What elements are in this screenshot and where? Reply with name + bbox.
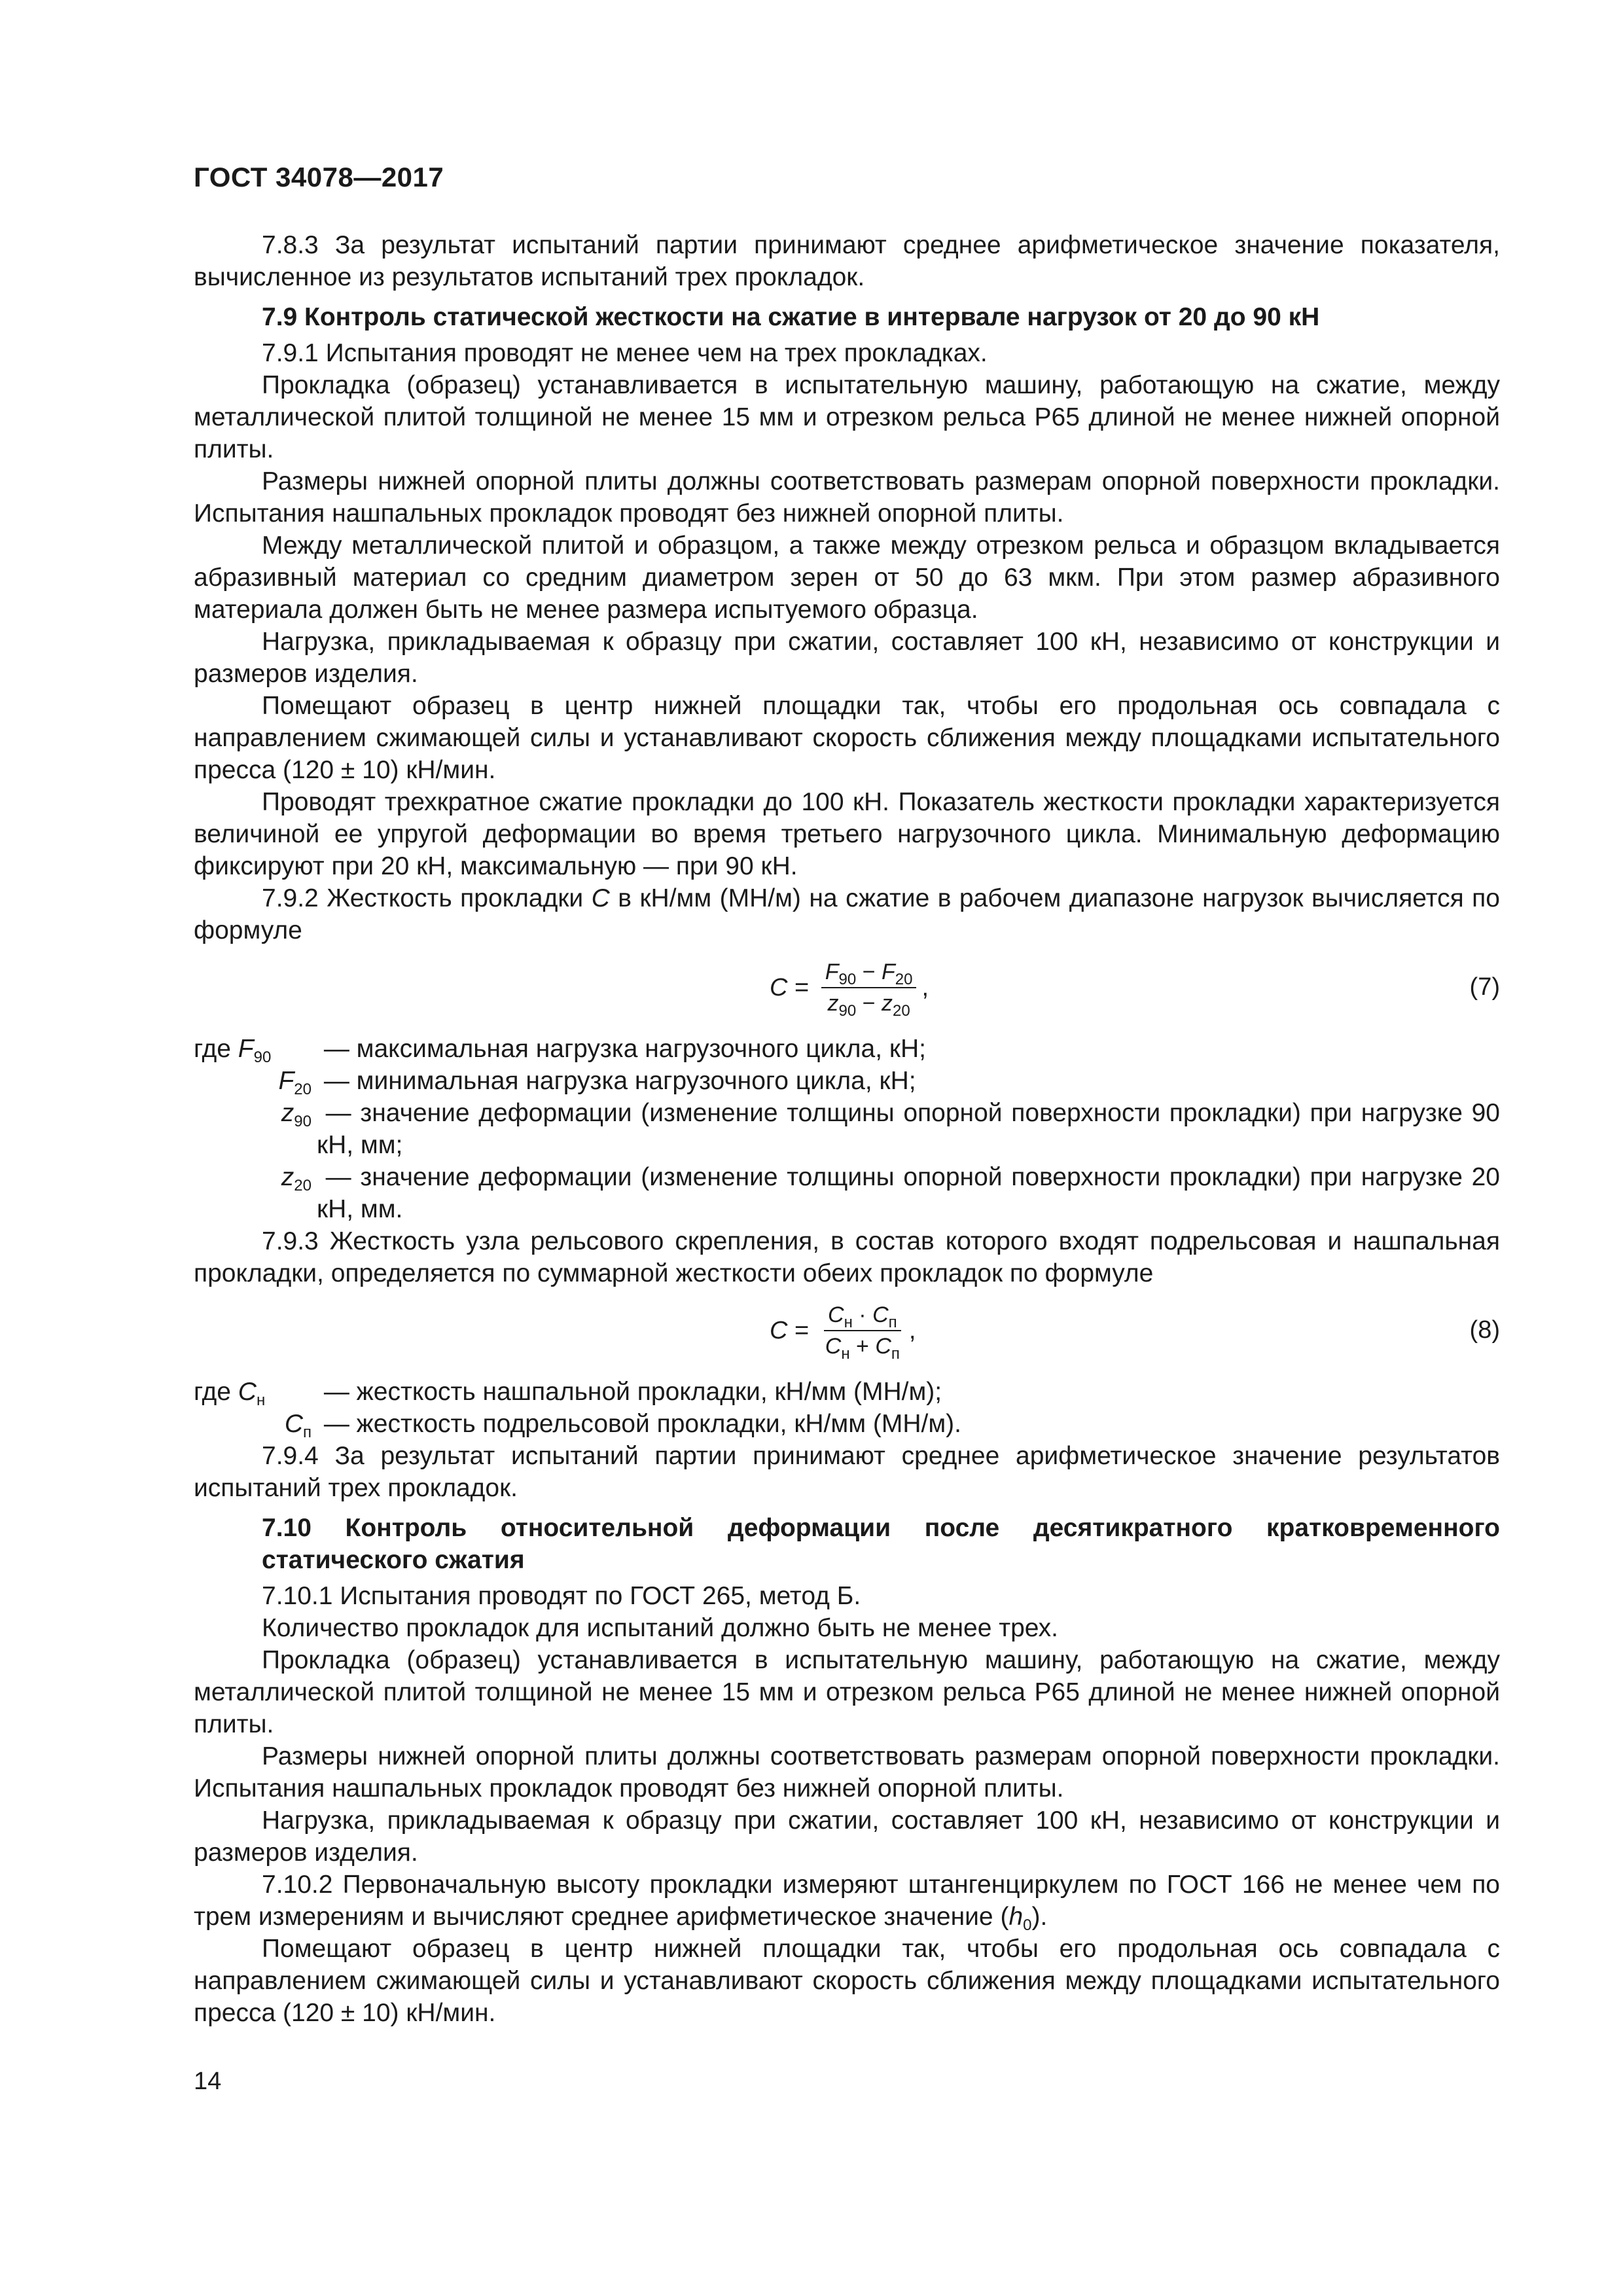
page-number: 14 bbox=[194, 2068, 222, 2095]
definition-f90-sub: 90 bbox=[253, 1049, 272, 1066]
definition-z20-sub: 20 bbox=[294, 1177, 312, 1194]
formula-7 bbox=[770, 957, 929, 1018]
formula-7-num-a-sub: 90 bbox=[838, 971, 857, 988]
formula-8-den-b: C bbox=[875, 1334, 891, 1359]
formula-7-num-a: F bbox=[825, 960, 839, 984]
definition-z90 bbox=[194, 1097, 1500, 1161]
formula-8-number: (8) bbox=[1469, 1316, 1500, 1344]
definition-cp-symbol bbox=[194, 1408, 317, 1440]
formula-7-num-b-sub: 20 bbox=[895, 971, 913, 988]
definition-z20-symbol bbox=[194, 1161, 317, 1225]
definition-f20-text bbox=[317, 1065, 1500, 1097]
paragraph-7-9-c: Между металлической плитой и образцом, а также между отрезком рельса и образцом вкладывается абразивный материал со средним диаметром зерен от 50 до 63 мкм. При этом размер абразивного материала должен быть не менее размера испытуемого образца. bbox=[194, 531, 1500, 624]
definition-f90-dash: — bbox=[317, 1035, 357, 1063]
formula-7-number: (7) bbox=[1469, 973, 1500, 1001]
paragraph-7-9-4: 7.9.4 За результат испытаний партии принимают среднее арифметическое значение результатов испытаний трех прокладок. bbox=[194, 1442, 1500, 1502]
definition-cn-text bbox=[317, 1376, 1500, 1408]
paragraph-7-9-3: 7.9.3 Жесткость узла рельсового скрепления, в состав которого входят подрельсовая и нашпальная прокладки, определяется по суммарной жесткости обеих прокладок по формуле bbox=[194, 1227, 1500, 1287]
definition-cn bbox=[194, 1376, 1500, 1408]
formula-8-num-op: · bbox=[852, 1302, 873, 1327]
definition-f20-desc: минимальная нагрузка нагрузочного цикла, кН; bbox=[356, 1067, 916, 1095]
definition-cn-desc: жесткость нашпальной прокладки, кН/мм (МН/м); bbox=[356, 1378, 942, 1406]
definition-cp-dash: — bbox=[317, 1410, 357, 1438]
definition-f90-var: F bbox=[238, 1035, 254, 1063]
definition-cn-symbol bbox=[194, 1376, 317, 1408]
definitions-7 bbox=[194, 1033, 1500, 1225]
formula-8-row bbox=[194, 1295, 1500, 1371]
definition-z20 bbox=[194, 1161, 1500, 1225]
paragraph-7-9-a: Прокладка (образец) устанавливается в испытательную машину, работающую на сжатие, между металлической плитой толщиной не менее 15 мм и отрезком рельса Р65 длиной не менее нижней опорной плиты. bbox=[194, 371, 1500, 463]
paragraph-7-10-b: Прокладка (образец) устанавливается в испытательную машину, работающую на сжатие, между металлической плитой толщиной не менее 15 мм и отрезком рельса Р65 длиной не менее нижней опорной плиты. bbox=[194, 1646, 1500, 1738]
definition-f90-lead: где bbox=[194, 1035, 238, 1063]
definition-f20-dash: — bbox=[317, 1067, 357, 1095]
formula-7-den-b: z bbox=[882, 991, 893, 1016]
formula-8-tail: , bbox=[908, 1316, 916, 1344]
definition-z90-desc: значение деформации (изменение толщины опорной поверхности прокладки) при нагрузке 90 кН, мм; bbox=[317, 1099, 1500, 1159]
formula-8-num-b-sub: п bbox=[888, 1314, 897, 1331]
definition-f20-symbol bbox=[194, 1065, 317, 1097]
formula-7-numerator bbox=[821, 957, 917, 988]
formula-8-num-a: C bbox=[828, 1302, 844, 1327]
formula-8-num-a-sub: н bbox=[844, 1314, 853, 1331]
formula-8-den-op: + bbox=[849, 1334, 876, 1359]
formula-8-den-a: C bbox=[825, 1334, 842, 1359]
definition-cn-lead: где bbox=[194, 1378, 238, 1406]
paragraph-7-10-2-post: ). bbox=[1031, 1903, 1048, 1931]
heading-7-9: 7.9 Контроль статической жесткости на сжатие в интервале нагрузок от 20 до 90 кН bbox=[262, 303, 1320, 331]
document-id: ГОСТ 34078—2017 bbox=[194, 162, 444, 192]
definition-f90-text bbox=[317, 1033, 1500, 1065]
paragraph-7-9-d: Нагрузка, прикладываемая к образцу при сжатии, составляет 100 кН, независимо от конструкции и размеров изделия. bbox=[194, 628, 1500, 688]
definition-z90-text bbox=[317, 1097, 1500, 1161]
definition-cn-var: C bbox=[238, 1378, 257, 1406]
formula-8-numerator bbox=[824, 1300, 901, 1331]
paragraph-7-8-3: 7.8.3 За результат испытаний партии принимают среднее арифметическое значение показателя, вычисленное из результатов испытаний трех прокладок. bbox=[194, 231, 1500, 291]
definition-f20-sub: 20 bbox=[294, 1081, 312, 1098]
definition-z90-var: z bbox=[281, 1099, 294, 1127]
definition-cn-sub: н bbox=[256, 1391, 266, 1409]
paragraph-7-10-c: Размеры нижней опорной плиты должны соответствовать размерам опорной поверхности прокладки. Испытания нашпальных прокладок проводят без нижней опорной плиты. bbox=[194, 1742, 1500, 1803]
definition-cn-dash: — bbox=[317, 1378, 357, 1406]
paragraph-7-10-1: 7.10.1 Испытания проводят по ГОСТ 265, метод Б. bbox=[262, 1582, 861, 1610]
definition-z90-symbol bbox=[194, 1097, 317, 1161]
definition-cp-sub: п bbox=[303, 1424, 312, 1441]
paragraph-7-9-2-var: C bbox=[591, 884, 610, 912]
paragraph-7-10-e: Помещают образец в центр нижней площадки так, чтобы его продольная ось совпадала с направлением сжимающей силы и устанавливают скорость сближения между площадками испытательного пресса (120 ± 10) кН/мин. bbox=[194, 1935, 1500, 2027]
definition-z20-var: z bbox=[281, 1163, 294, 1191]
formula-7-row bbox=[194, 952, 1500, 1028]
definition-z20-desc: значение деформации (изменение толщины опорной поверхности прокладки) при нагрузке 20 кН, мм. bbox=[317, 1163, 1500, 1223]
heading-7-10: 7.10 Контроль относительной деформации после десятикратного кратковременного статического сжатия bbox=[262, 1514, 1500, 1574]
definition-z20-dash: — bbox=[317, 1163, 361, 1191]
formula-8-fraction bbox=[821, 1300, 904, 1361]
definition-z90-sub: 90 bbox=[294, 1113, 312, 1130]
paragraph-7-9-b: Размеры нижней опорной плиты должны соответствовать размерам опорной поверхности прокладки. Испытания нашпальных прокладок проводят без нижней опорной плиты. bbox=[194, 467, 1500, 528]
formula-8-denominator bbox=[821, 1331, 904, 1361]
formula-7-equals: = bbox=[787, 973, 816, 1001]
formula-7-num-b: F bbox=[882, 960, 895, 984]
formula-7-num-op: − bbox=[856, 960, 882, 984]
formula-7-den-op: − bbox=[856, 991, 882, 1016]
formula-8-lhs: C bbox=[770, 1316, 788, 1344]
paragraph-7-9-e: Помещают образец в центр нижней площадки так, чтобы его продольная ось совпадала с направлением сжимающей силы и устанавливают скорость сближения между площадками испытательного пресса (120 ± 10) кН/мин. bbox=[194, 692, 1500, 784]
definitions-8 bbox=[194, 1376, 1500, 1440]
definition-cp-text bbox=[317, 1408, 1500, 1440]
paragraph-7-10-2-pre: 7.10.2 Первоначальную высоту прокладки измеряют штангенциркулем по ГОСТ 166 не менее чем по трем измерениям и вычисляют среднее арифметическое значение ( bbox=[194, 1871, 1500, 1931]
paragraph-7-9-f: Проводят трехкратное сжатие прокладки до 100 кН. Показатель жесткости прокладки характеризуется величиной ее упругой деформации во время третьего нагрузочного цикла. Минимальную деформацию фиксируют при 20 кН, максимальную — при 90 кН. bbox=[194, 788, 1500, 880]
formula-7-den-b-sub: 20 bbox=[893, 1002, 910, 1020]
paragraph-7-10-d: Нагрузка, прикладываемая к образцу при сжатии, составляет 100 кН, независимо от конструкции и размеров изделия. bbox=[194, 1806, 1500, 1867]
formula-7-fraction bbox=[821, 957, 917, 1018]
definition-cp-var: C bbox=[284, 1410, 303, 1438]
paragraph-7-10-a: Количество прокладок для испытаний должно быть не менее трех. bbox=[262, 1614, 1058, 1642]
formula-7-denominator bbox=[824, 988, 914, 1018]
definition-f90-symbol bbox=[194, 1033, 317, 1065]
definition-f20 bbox=[194, 1065, 1500, 1097]
definition-f90 bbox=[194, 1033, 1500, 1065]
formula-7-den-a-sub: 90 bbox=[838, 1002, 857, 1020]
formula-7-tail: , bbox=[921, 973, 929, 1001]
definition-z20-text bbox=[317, 1161, 1500, 1225]
formula-7-den-a: z bbox=[827, 991, 839, 1016]
paragraph-7-9-1: 7.9.1 Испытания проводят не менее чем на трех прокладках. bbox=[262, 339, 988, 367]
paragraph-7-10-2-var: h bbox=[1008, 1903, 1024, 1931]
formula-8-num-b: C bbox=[872, 1302, 889, 1327]
paragraph-7-10-2-sub: 0 bbox=[1023, 1916, 1032, 1934]
paragraph-7-9-2-pre: 7.9.2 Жесткость прокладки bbox=[262, 884, 592, 912]
definition-f20-var: F bbox=[278, 1067, 294, 1095]
definition-z90-dash: — bbox=[317, 1099, 361, 1127]
formula-8-equals: = bbox=[787, 1316, 816, 1344]
paragraph-7-9-2-post: в кН/мм (МН/м) на сжатие в рабочем диапазоне нагрузок вычисляется по формуле bbox=[194, 884, 1500, 944]
formula-8-den-a-sub: н bbox=[841, 1345, 850, 1363]
page-content bbox=[194, 229, 1500, 2029]
definition-f90-desc: максимальная нагрузка нагрузочного цикла, кН; bbox=[356, 1035, 926, 1063]
paragraph-7-10-2 bbox=[194, 1869, 1500, 1933]
paragraph-7-9-2 bbox=[194, 882, 1500, 946]
formula-8-den-b-sub: п bbox=[891, 1345, 900, 1363]
formula-8 bbox=[770, 1300, 916, 1361]
definition-cp bbox=[194, 1408, 1500, 1440]
definition-cp-desc: жесткость подрельсовой прокладки, кН/мм (МН/м). bbox=[356, 1410, 961, 1438]
formula-7-lhs: C bbox=[770, 973, 788, 1001]
